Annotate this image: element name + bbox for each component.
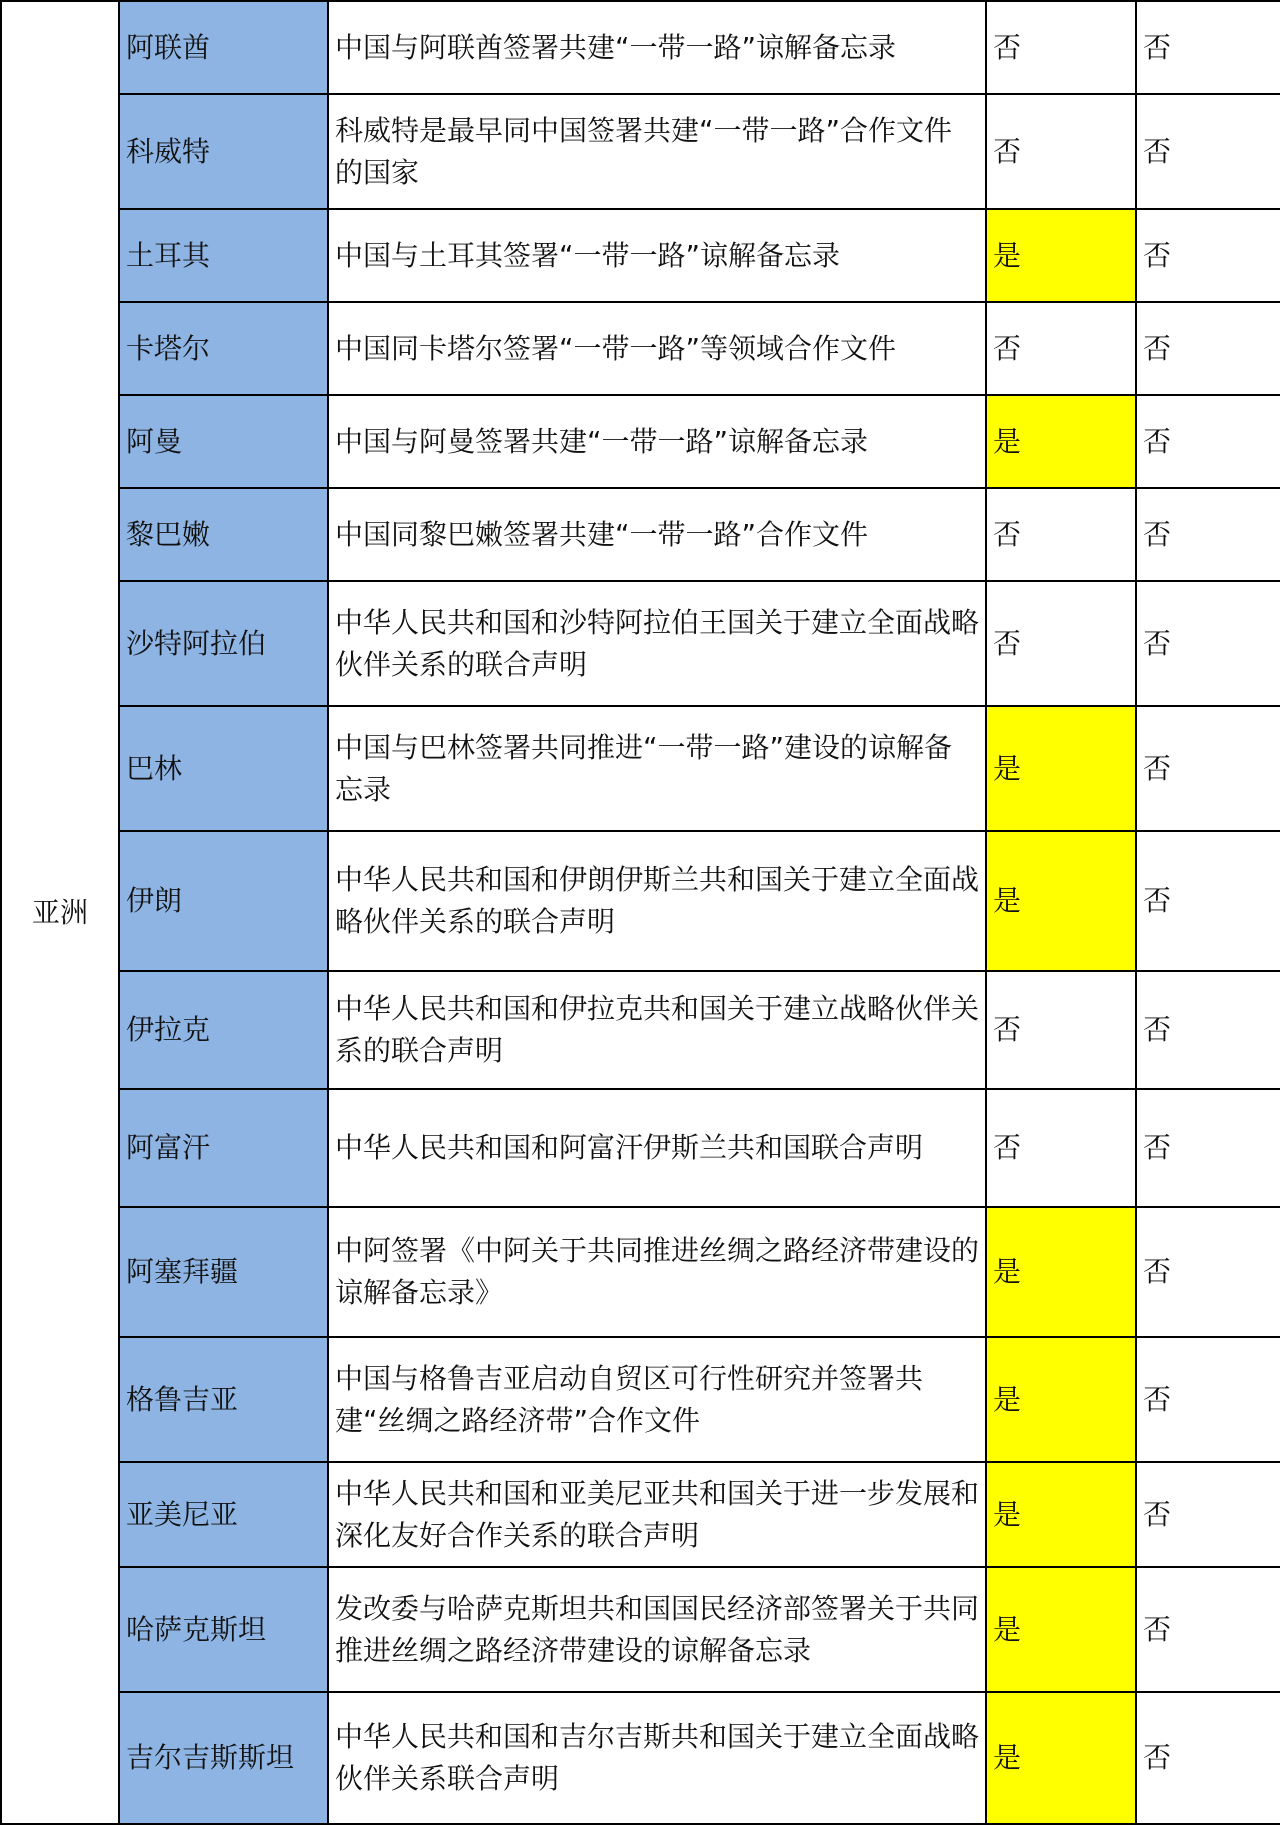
document-cell: 中国同黎巴嫩签署共建“一带一路”合作文件 <box>328 488 986 581</box>
country-cell: 巴林 <box>119 706 328 831</box>
document-cell: 中阿签署《中阿关于共同推进丝绸之路经济带建设的谅解备忘录》 <box>328 1207 986 1337</box>
country-cell: 黎巴嫩 <box>119 488 328 581</box>
status-cell-col4: 否 <box>1136 209 1280 302</box>
status-cell-col3: 是 <box>986 209 1136 302</box>
table-row <box>1 1337 1280 1462</box>
status-cell-col3: 是 <box>986 1337 1136 1462</box>
country-cell: 伊朗 <box>119 831 328 971</box>
table-row <box>1 1692 1280 1824</box>
status-cell-col3: 否 <box>986 1 1136 94</box>
country-cell: 亚美尼亚 <box>119 1462 328 1567</box>
country-cell: 哈萨克斯坦 <box>119 1567 328 1692</box>
status-cell-col4: 否 <box>1136 971 1280 1089</box>
document-cell: 科威特是最早同中国签署共建“一带一路”合作文件的国家 <box>328 94 986 209</box>
status-cell-col3: 是 <box>986 395 1136 488</box>
status-cell-col3: 是 <box>986 1567 1136 1692</box>
status-cell-col4: 否 <box>1136 94 1280 209</box>
status-cell-col4: 否 <box>1136 302 1280 395</box>
document-cell: 中国与阿联酋签署共建“一带一路”谅解备忘录 <box>328 1 986 94</box>
country-cell: 伊拉克 <box>119 971 328 1089</box>
table-row <box>1 94 1280 209</box>
document-cell: 中华人民共和国和伊拉克共和国关于建立战略伙伴关系的联合声明 <box>328 971 986 1089</box>
document-cell: 中国与巴林签署共同推进“一带一路”建设的谅解备忘录 <box>328 706 986 831</box>
country-cell: 格鲁吉亚 <box>119 1337 328 1462</box>
status-cell-col3: 否 <box>986 302 1136 395</box>
status-cell-col3: 否 <box>986 1089 1136 1207</box>
table-row <box>1 488 1280 581</box>
status-cell-col4: 否 <box>1136 488 1280 581</box>
table-row <box>1 1207 1280 1337</box>
document-cell: 中国同卡塔尔签署“一带一路”等领域合作文件 <box>328 302 986 395</box>
document-cell: 中华人民共和国和伊朗伊斯兰共和国关于建立全面战略伙伴关系的联合声明 <box>328 831 986 971</box>
status-cell-col3: 是 <box>986 1462 1136 1567</box>
status-cell-col4: 否 <box>1136 581 1280 706</box>
status-cell-col3: 是 <box>986 706 1136 831</box>
country-cell: 沙特阿拉伯 <box>119 581 328 706</box>
status-cell-col4: 否 <box>1136 1692 1280 1824</box>
status-cell-col4: 否 <box>1136 706 1280 831</box>
country-cell: 阿富汗 <box>119 1089 328 1207</box>
table-body <box>1 1 1280 1824</box>
status-cell-col3: 是 <box>986 831 1136 971</box>
status-cell-col3: 是 <box>986 1692 1136 1824</box>
document-cell: 中国与土耳其签署“一带一路”谅解备忘录 <box>328 209 986 302</box>
country-cell: 土耳其 <box>119 209 328 302</box>
table-row <box>1 1462 1280 1567</box>
document-cell: 中华人民共和国和吉尔吉斯共和国关于建立全面战略伙伴关系联合声明 <box>328 1692 986 1824</box>
status-cell-col4: 否 <box>1136 1567 1280 1692</box>
document-cell: 中国与阿曼签署共建“一带一路”谅解备忘录 <box>328 395 986 488</box>
document-cell: 发改委与哈萨克斯坦共和国国民经济部签署关于共同推进丝绸之路经济带建设的谅解备忘录 <box>328 1567 986 1692</box>
table-row <box>1 1089 1280 1207</box>
country-cell: 卡塔尔 <box>119 302 328 395</box>
status-cell-col4: 否 <box>1136 831 1280 971</box>
country-cell: 阿曼 <box>119 395 328 488</box>
status-cell-col4: 否 <box>1136 1462 1280 1567</box>
country-cell: 科威特 <box>119 94 328 209</box>
status-cell-col3: 否 <box>986 971 1136 1089</box>
document-cell: 中国与格鲁吉亚启动自贸区可行性研究并签署共建“丝绸之路经济带”合作文件 <box>328 1337 986 1462</box>
status-cell-col4: 否 <box>1136 1089 1280 1207</box>
table-row <box>1 971 1280 1089</box>
table-row <box>1 831 1280 971</box>
status-cell-col3: 否 <box>986 488 1136 581</box>
status-cell-col4: 否 <box>1136 395 1280 488</box>
table-row <box>1 706 1280 831</box>
table-row <box>1 1 1280 94</box>
status-cell-col3: 否 <box>986 581 1136 706</box>
table-row <box>1 395 1280 488</box>
status-cell-col4: 否 <box>1136 1 1280 94</box>
table-row <box>1 581 1280 706</box>
document-cell: 中华人民共和国和沙特阿拉伯王国关于建立全面战略伙伴关系的联合声明 <box>328 581 986 706</box>
country-cell: 阿塞拜疆 <box>119 1207 328 1337</box>
status-cell-col3: 是 <box>986 1207 1136 1337</box>
table-row <box>1 209 1280 302</box>
document-cell: 中华人民共和国和阿富汗伊斯兰共和国联合声明 <box>328 1089 986 1207</box>
status-cell-col3: 否 <box>986 94 1136 209</box>
status-cell-col4: 否 <box>1136 1337 1280 1462</box>
region-label: 亚洲 <box>1 1 119 1824</box>
country-cell: 吉尔吉斯斯坦 <box>119 1692 328 1824</box>
status-cell-col4: 否 <box>1136 1207 1280 1337</box>
country-cell: 阿联酋 <box>119 1 328 94</box>
table-row <box>1 302 1280 395</box>
table-row <box>1 1567 1280 1692</box>
document-cell: 中华人民共和国和亚美尼亚共和国关于进一步发展和深化友好合作关系的联合声明 <box>328 1462 986 1567</box>
